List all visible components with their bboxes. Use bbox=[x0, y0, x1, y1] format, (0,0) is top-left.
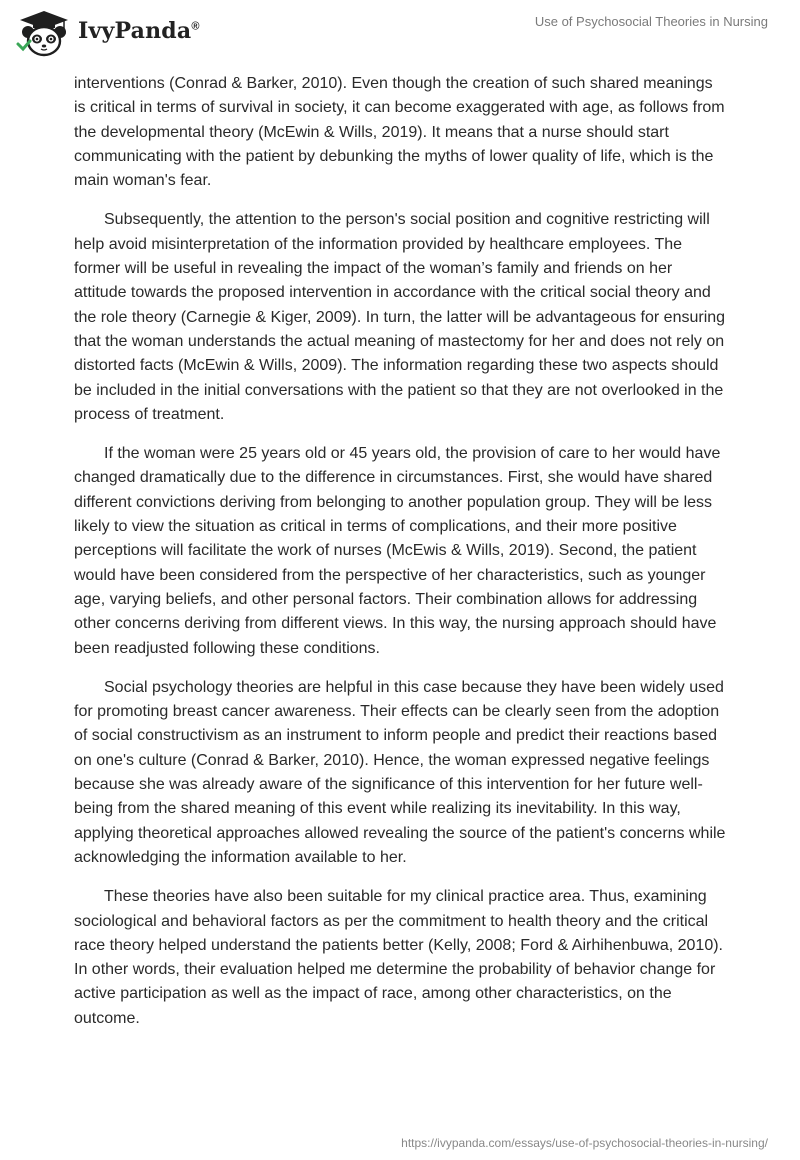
brand-registered-mark: ® bbox=[191, 20, 200, 33]
paragraph-1: interventions (Conrad & Barker, 2010). Even though the creation of such shared meanings is critical in terms of survival in society, it can become exaggerated with age, as follows from the developmental theory (McEwin & Wills, 2019). It means that a nurse should start communicating with the patient by debunking the myths of lower quality of life, which is the main woman's fear. bbox=[74, 75, 725, 190]
paragraph-2: Subsequently, the attention to the person's social position and cognitive restricting will help avoid misinterpretation of the information provided by healthcare employees. The former will be useful in revealing the impact of the woman’s family and friends on her attitude towards the proposed intervention in accordance with the critical social theory and the role theory (Carnegie & Kiger, 2009). In turn, the latter will be advantageous for ensuring that the woman understands the actual meaning of mastectomy for her and does not rely on distorted facts (McEwin & Wills, 2009). The information regarding these two aspects should be included in the initial conversations with the patient so that they are not overlooked in the process of treatment. bbox=[74, 211, 726, 423]
page-header bbox=[0, 0, 800, 70]
paragraph-4: Social psychology theories are helpful in this case because they have been widely used for promoting breast cancer awareness. Their effects can be clearly seen from the adoption of social constructivism as an instrument to inform people and predict their reactions based on one's culture (Conrad & Barker, 2010). Hence, the woman expressed negative feelings because she was already aware of the significance of this intervention for her future well-being from the shared meaning of this event while realizing its inevitability. In this way, applying theoretical approaches allowed revealing the source of the patient's concerns while acknowledging the information available to her. bbox=[74, 678, 726, 866]
paragraph-3: If the woman were 25 years old or 45 years old, the provision of care to her would have changed dramatically due to the difference in circumstances. First, she would have shared different convictions deriving from belonging to another population group. They will be less likely to view the situation as critical in terms of complications, and their more positive perceptions will facilitate the work of nurses (McEwis & Wills, 2019). Second, the patient would have been considered from the perspective of her characteristics, such as younger age, varying beliefs, and other personal factors. Their combination allows for addressing other concerns deriving from different views. In this way, the nursing approach should have been readjusted following these conditions. bbox=[74, 445, 721, 657]
panda-graduate-icon[interactable] bbox=[14, 8, 74, 58]
brand-name[interactable] bbox=[78, 18, 200, 44]
source-url[interactable]: https://ivypanda.com/essays/use-of-psychosocial-theories-in-nursing/ bbox=[401, 1136, 768, 1150]
essay-body bbox=[74, 72, 726, 1046]
document-title: Use of Psychosocial Theories in Nursing bbox=[534, 14, 768, 29]
paragraph-5: These theories have also been suitable for my clinical practice area. Thus, examining sociological and behavioral factors as per the commitment to health theory and the critical race theory helped understand the patients better (Kelly, 2008; Ford & Airhihenbuwa, 2010). In other words, their evaluation helped me determine the probability of behavior change for active participation as well as the impact of race, among other characteristics, on the outcome. bbox=[74, 888, 723, 1027]
brand-text: IvyPanda bbox=[78, 18, 192, 44]
